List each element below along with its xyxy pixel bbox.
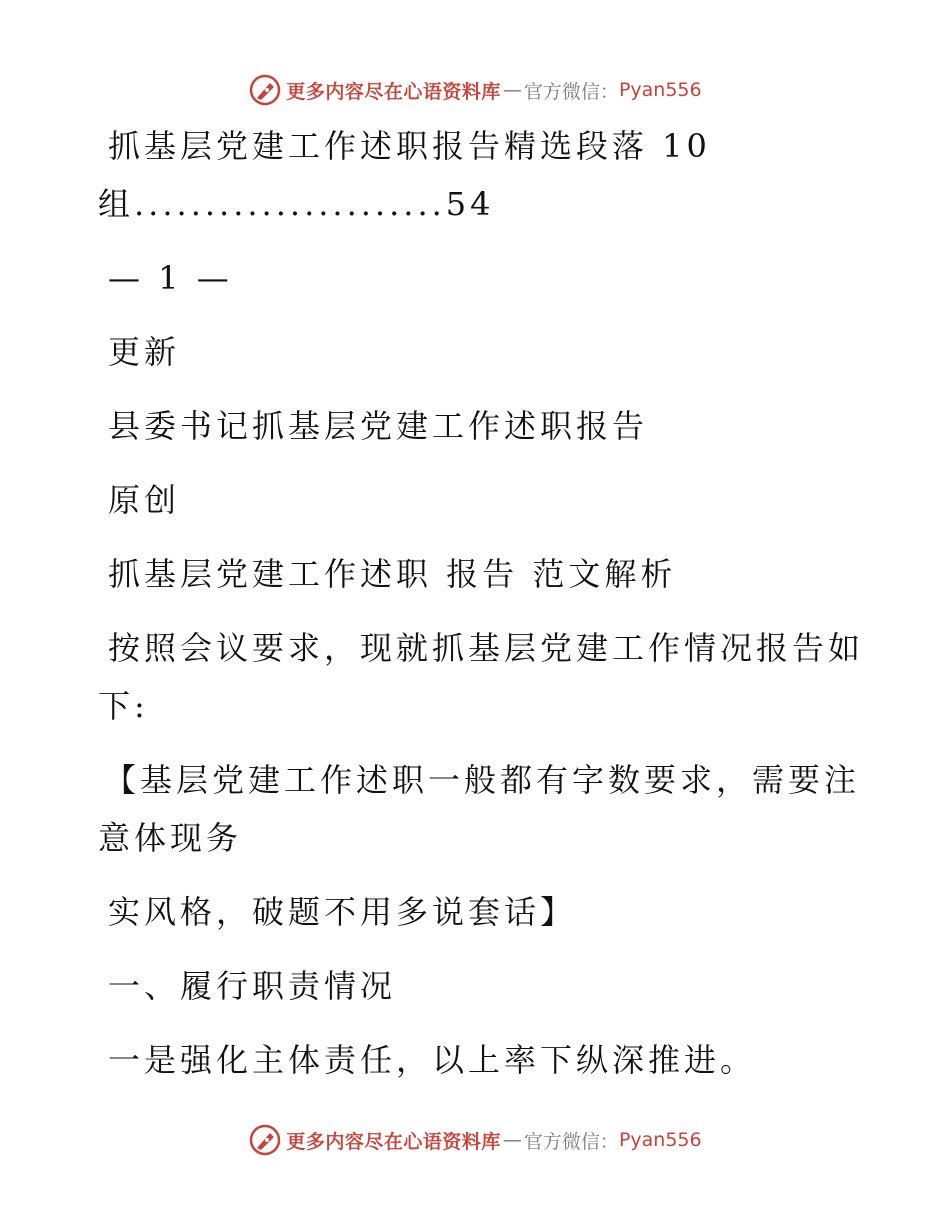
note-line3: 实风格，破题不用多说套话】 — [108, 893, 577, 931]
header-watermark — [0, 70, 950, 110]
toc-entry-line2: 组......................54 — [98, 185, 495, 223]
watermark-text: 更多内容尽在心语资料库 — [286, 80, 501, 103]
watermark-account-label: 官方微信： — [523, 80, 619, 103]
watermark-separator: — — [502, 1129, 522, 1151]
footer-watermark — [0, 1120, 950, 1160]
watermark-account-id: Pyan556 — [618, 79, 702, 101]
page-number: — 1 — — [108, 259, 233, 297]
pen-logo-icon — [248, 1123, 282, 1157]
paragraph-intro-line1: 按照会议要求，现就抓基层党建工作情况报告如 — [108, 629, 865, 667]
text-line-update: 更新 — [108, 333, 181, 371]
text-line-analysis: 抓基层党建工作述职 报告 范文解析 — [108, 555, 677, 593]
text-line-title: 县委书记抓基层党建工作述职报告 — [108, 407, 649, 445]
toc-entry-line1: 抓基层党建工作述职报告精选段落 10 — [108, 127, 711, 165]
note-line1: 【基层党建工作述职一般都有字数要求，需要注 — [104, 761, 861, 799]
watermark-account-id: Pyan556 — [618, 1129, 702, 1151]
pen-logo-icon — [248, 73, 282, 107]
section-point-one: 一是强化主体责任，以上率下纵深推进。 — [108, 1041, 757, 1079]
section-heading: 一、履行职责情况 — [108, 967, 397, 1005]
watermark-text: 更多内容尽在心语资料库 — [286, 1130, 501, 1153]
note-line2: 意体现务 — [98, 819, 243, 857]
watermark-account-label: 官方微信： — [523, 1130, 619, 1153]
watermark-separator: — — [502, 79, 522, 101]
text-line-original: 原创 — [108, 481, 181, 519]
paragraph-intro-line2: 下: — [98, 687, 149, 725]
